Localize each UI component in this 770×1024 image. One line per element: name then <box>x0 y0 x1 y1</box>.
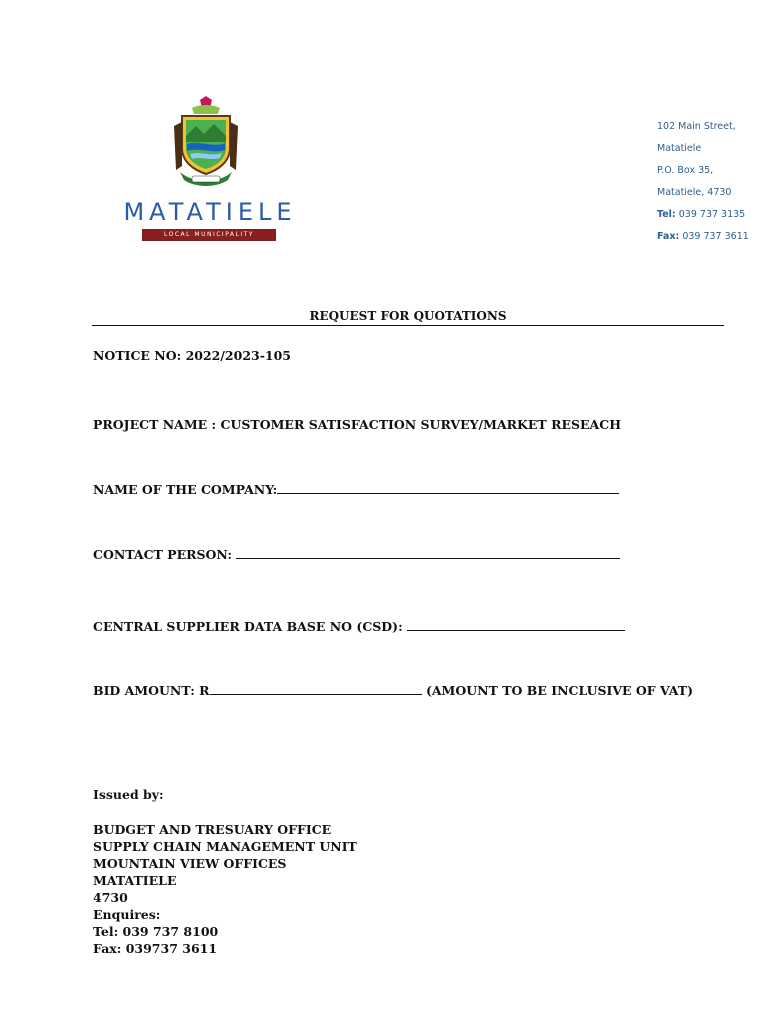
issuer-tel: Tel: 039 737 8100 <box>93 924 219 939</box>
csd-label: CENTRAL SUPPLIER DATA BASE NO (CSD): <box>93 619 403 634</box>
notice-number: NOTICE NO: 2022/2023-105 <box>93 348 291 363</box>
contact-person-blank[interactable] <box>236 546 620 559</box>
document-heading: REQUEST FOR QUOTATIONS <box>92 309 724 326</box>
address-line: P.O. Box 35, <box>657 165 714 176</box>
issuer-line: 4730 <box>93 890 128 905</box>
issuer-line: BUDGET AND TRESUARY OFFICE <box>93 822 332 837</box>
company-name-label: NAME OF THE COMPANY: <box>93 482 278 497</box>
municipality-logo <box>104 96 314 246</box>
fax-value: 039 737 3611 <box>682 231 749 242</box>
address-line: Matatiele, 4730 <box>657 187 732 198</box>
issuer-line: SUPPLY CHAIN MANAGEMENT UNIT <box>93 839 357 854</box>
bid-amount-label: BID AMOUNT: R <box>93 683 210 698</box>
bid-amount-note: (AMOUNT TO BE INCLUSIVE OF VAT) <box>425 683 693 698</box>
bid-amount-blank[interactable] <box>210 682 422 695</box>
csd-blank[interactable] <box>407 618 625 631</box>
fax-label: Fax: <box>657 231 680 242</box>
issuer-block <box>93 821 357 957</box>
issuer-line: MATATIELE <box>93 873 177 888</box>
issuer-fax: Fax: 039737 3611 <box>93 941 218 956</box>
tel-label: Tel: <box>657 209 676 220</box>
issued-by-label: Issued by: <box>93 787 164 802</box>
address-line: 102 Main Street, <box>657 121 736 132</box>
address-line: Matatiele <box>657 143 702 154</box>
issuer-line: Enquires: <box>93 907 161 922</box>
brand-subtitle: LOCAL MUNICIPALITY <box>142 229 276 241</box>
brand-name: MATATIELE <box>123 198 297 226</box>
company-name-row <box>93 481 619 497</box>
contact-person-row <box>93 546 620 562</box>
address-tel <box>657 209 749 231</box>
address-fax <box>657 231 749 253</box>
issuer-line: MOUNTAIN VIEW OFFICES <box>93 856 287 871</box>
bid-amount-row <box>93 682 693 698</box>
project-name: PROJECT NAME : CUSTOMER SATISFACTION SURVEY/MARKET RESEACH <box>93 417 622 432</box>
coat-of-arms-icon <box>170 96 242 188</box>
company-name-blank[interactable] <box>277 481 619 494</box>
csd-row <box>93 618 625 634</box>
tel-value: 039 737 3135 <box>678 209 746 220</box>
address-block <box>657 121 749 253</box>
contact-person-label: CONTACT PERSON: <box>93 547 233 562</box>
